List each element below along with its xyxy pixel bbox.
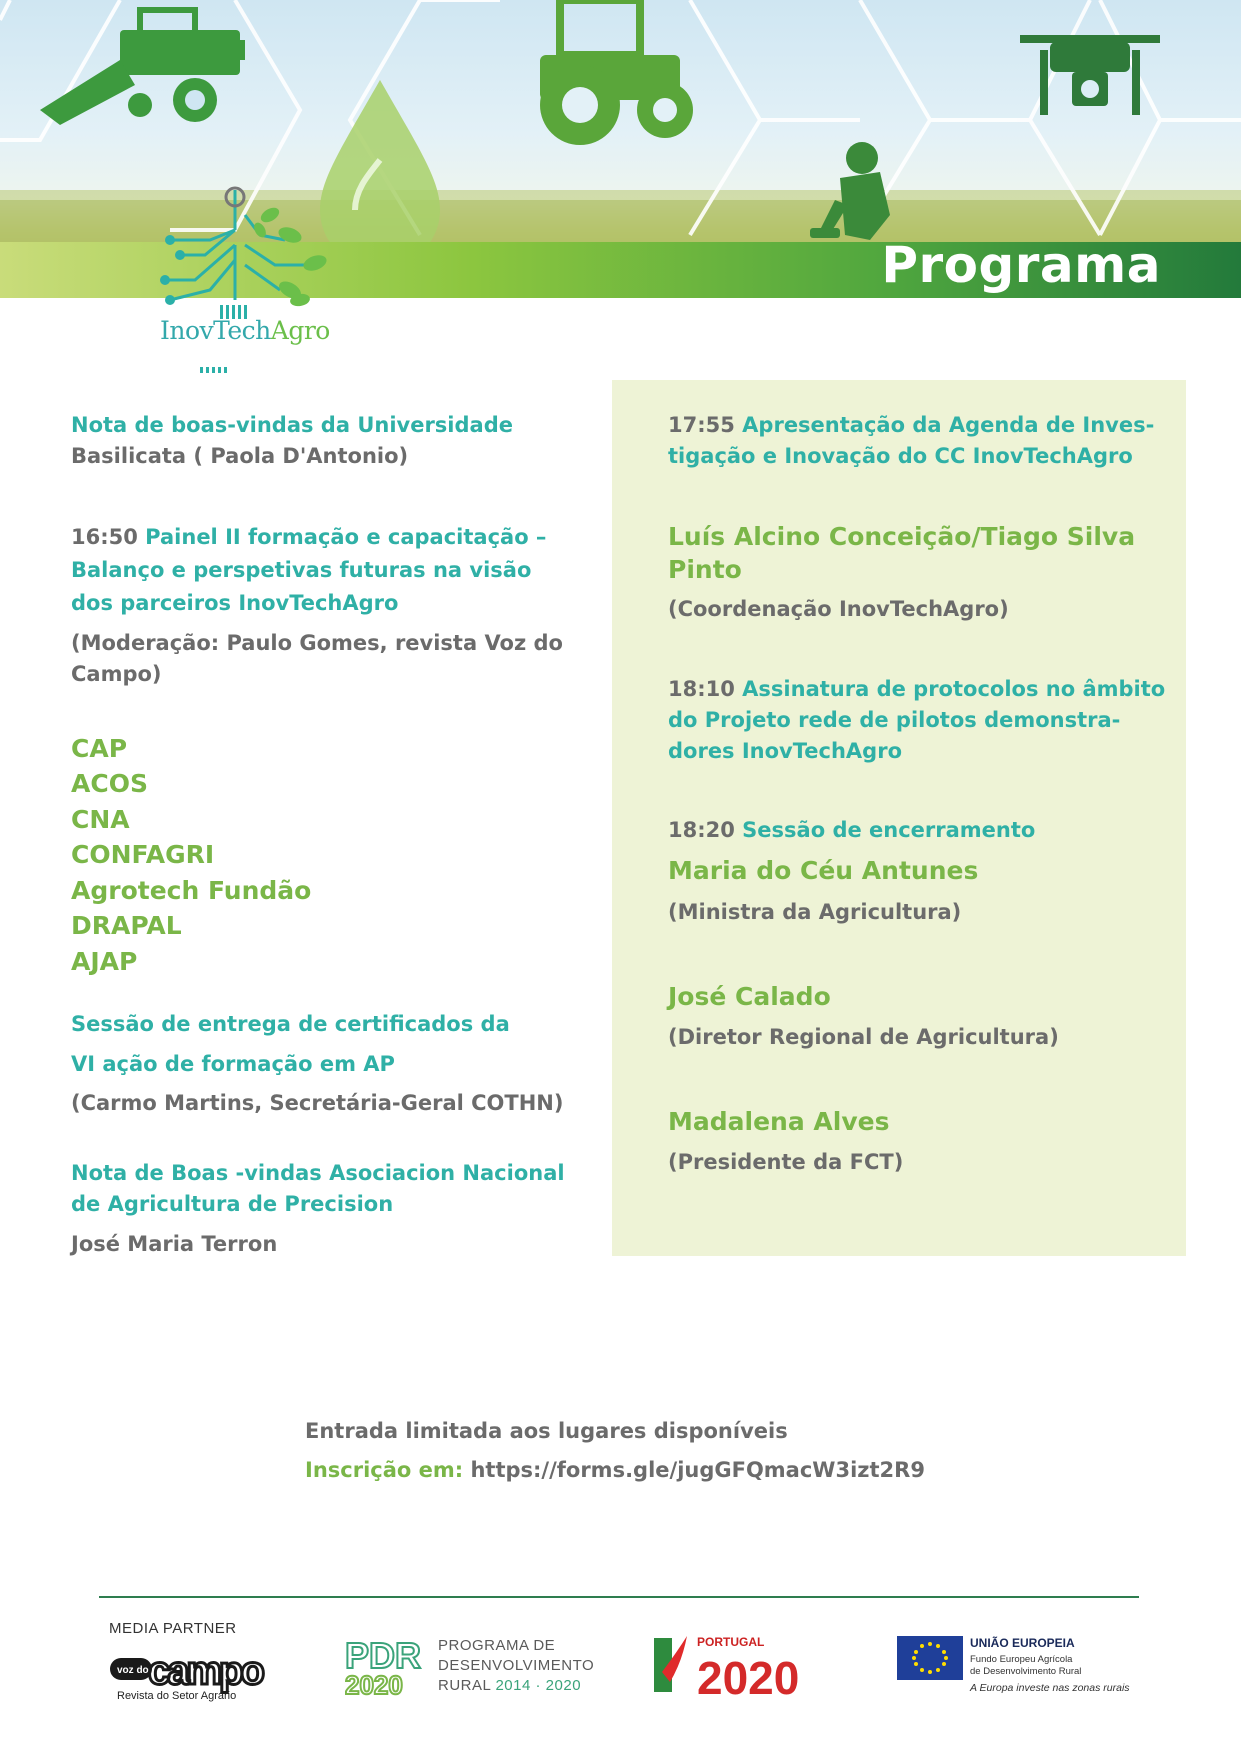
speaker-role: (Presidente da FCT) (668, 1150, 904, 1174)
left-item2-moderation-line2: Campo) (71, 662, 162, 686)
left-item4-title-line2: de Agricultura de Precision (71, 1192, 394, 1216)
org-item: DRAPAL (71, 911, 182, 940)
left-item3-title-line1: Sessão de entrega de certificados da (71, 1012, 510, 1036)
registration-link[interactable]: https://forms.gle/jugGFQmacW3izt2R9 (470, 1458, 925, 1482)
org-item: CAP (71, 734, 128, 763)
org-item: Agrotech Fundão (71, 876, 312, 905)
right-item3-title-text: Sessão de encerramento (742, 818, 1036, 842)
speaker-name: José Calado (668, 982, 831, 1011)
left-item2-time: 16:50 (71, 525, 138, 549)
right-item1-title-line1 (668, 410, 1154, 441)
svg-text:2020 (697, 1652, 799, 1702)
eu-slogan: A Europa investe nas zonas rurais (970, 1682, 1130, 1694)
tree-circuit-icon (150, 185, 340, 375)
eu-stars-icon (897, 1636, 963, 1680)
right-item2-title-line1 (668, 674, 1165, 705)
svg-text:campo: campo (148, 1649, 262, 1693)
logo-text-b: Agro (270, 316, 330, 345)
pdr-line2: DESENVOLVIMENTO (438, 1657, 595, 1674)
pdr-line3b: 2014 · 2020 (495, 1677, 582, 1694)
logo-text-a: InovTech (160, 316, 271, 345)
svg-text:PDR: PDR (345, 1636, 422, 1676)
org-item: CONFAGRI (71, 840, 215, 869)
right-item1-role: (Coordenação InovTechAgro) (668, 597, 1009, 621)
right-item3-title (668, 815, 1035, 846)
eu-title: UNIÃO EUROPEIA (970, 1636, 1075, 1650)
right-item3-time: 18:20 (668, 818, 735, 842)
right-item2-title-text: Assinatura de protocolos no âmbito (742, 677, 1166, 701)
pdr-line3a: RURAL (438, 1677, 491, 1694)
left-item1-title: Nota de boas-vindas da Universidade (71, 413, 513, 437)
footer-divider (99, 1596, 1139, 1598)
left-item4-speaker: José Maria Terron (71, 1232, 278, 1256)
logo-wordmark (160, 316, 330, 345)
registration-label: Inscrição em: (305, 1458, 464, 1482)
portugal-label: PORTUGAL (697, 1635, 765, 1649)
portugal-2020-logo (652, 1632, 842, 1702)
page-title: Programa (881, 236, 1161, 294)
pdr2020-logo (345, 1636, 435, 1696)
left-item4-title-line1: Nota de Boas -vindas Asociacion Nacional (71, 1161, 565, 1185)
right-item1-speaker-line1: Luís Alcino Conceição/Tiago Silva (668, 522, 1136, 551)
drone-icon (1020, 35, 1160, 115)
registration-notice: Entrada limitada aos lugares disponíveis (305, 1419, 788, 1443)
right-item2-title-line2: do Projeto rede de pilotos demonstra- (668, 708, 1121, 732)
org-item: AJAP (71, 947, 138, 976)
svg-text:2020: 2020 (345, 1670, 403, 1696)
eu-text (970, 1636, 1130, 1694)
right-item1-title-line2: tigação e Inovação do CC InovTechAgro (668, 444, 1133, 468)
eu-fund-line2: de Desenvolvimento Rural (970, 1666, 1082, 1677)
right-item1-title-text: Apresentação da Agenda de Inves- (742, 413, 1155, 437)
left-item3-speaker: (Carmo Martins, Secretária-Geral COTHN) (71, 1091, 564, 1115)
right-item2-time: 18:10 (668, 677, 735, 701)
left-item3-title-line2: VI ação de formação em AP (71, 1052, 395, 1076)
left-item2-title-line2: Balanço e perspetivas futuras na visão (71, 558, 532, 582)
tractor-icon (540, 0, 693, 145)
org-item: ACOS (71, 769, 148, 798)
combine-harvester-icon (40, 10, 245, 125)
left-item2-title-line3: dos parceiros InovTechAgro (71, 591, 399, 615)
speaker-role: (Ministra da Agricultura) (668, 900, 962, 924)
registration-line (305, 1455, 925, 1486)
speaker-name: Madalena Alves (668, 1107, 890, 1136)
media-partner-label: MEDIA PARTNER (109, 1620, 237, 1637)
right-item2-title-line3: dores InovTechAgro (668, 739, 902, 763)
eu-fund-line1: Fundo Europeu Agrícola (970, 1654, 1073, 1665)
right-item1-time: 17:55 (668, 413, 735, 437)
org-item: CNA (71, 805, 130, 834)
left-item2-title-line1 (71, 522, 546, 553)
left-item2-moderation-line1: (Moderação: Paulo Gomes, revista Voz do (71, 631, 563, 655)
pdr-line1: PROGRAMA DE (438, 1637, 556, 1654)
left-item2-title-text: Painel II formação e capacitação – (145, 525, 547, 549)
svg-text:voz do: voz do (117, 1665, 149, 1676)
right-item1-speaker-line2: Pinto (668, 555, 742, 584)
left-item1-speaker: Basilicata ( Paola D'Antonio) (71, 444, 409, 468)
speaker-name: Maria do Céu Antunes (668, 856, 979, 885)
campo-subtitle: Revista do Setor Agrário (117, 1690, 237, 1702)
portugal-year: 2020 (697, 1652, 800, 1702)
speaker-role: (Diretor Regional de Agricultura) (668, 1025, 1059, 1049)
pdr-text (438, 1636, 594, 1696)
